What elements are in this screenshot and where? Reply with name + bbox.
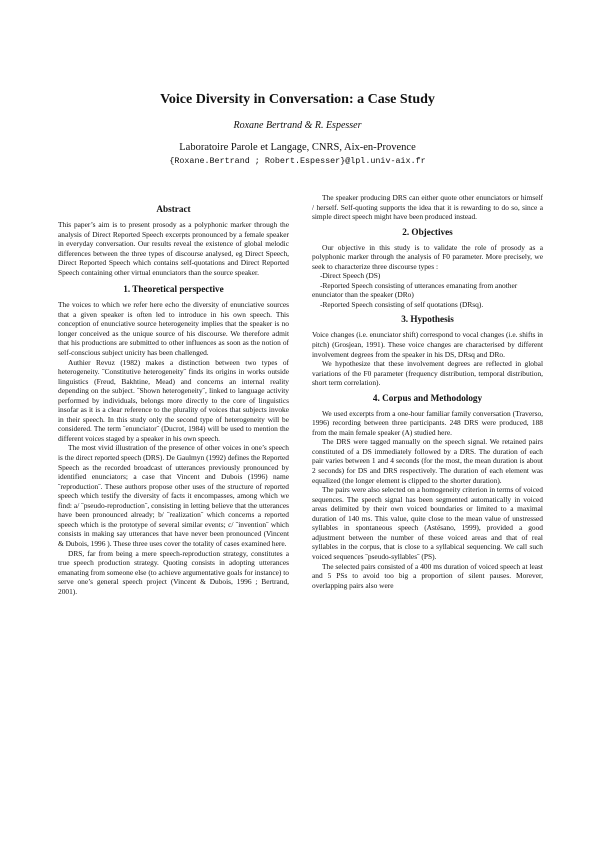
list-item: -Direct Speech (DS) bbox=[320, 271, 381, 281]
paper-title: Voice Diversity in Conversation: a Case Study bbox=[160, 92, 435, 107]
section-1-paragraph: The most vivid illustration of the presence of other voices in one’s speech is the direct reported speech (DRS). De Gaulmyn (1992) defines the Reported Speech as the recorded broadcast of utterances previously pronounced by identified enunciators; a case that Vincent and Dubois (1996) name ˝reproduction˝. These authors propose other uses of the structure of reported speech which testify the diversity of facts it encompasses, among which we find: a/ ˝pseudo-reproduction˝, consisting in letting believe that the utterances have been pronounced already; b/ ˝realization˝ which concerns a reported speech which is the prototype of several similar events; c/ ˝invention˝ which consists in making say utterances that have never been pronounced (Vincent & Dubois, 1996 ). These three uses cover the totality of cases examined here. bbox=[58, 443, 289, 548]
section-1-paragraph: The speaker producing DRS can either quote other enunciators or himself / herself. Self-quoting supports the idea that it is rewarding to do so, since a simple direct speech might have been produced instead. bbox=[312, 193, 543, 222]
paper-email: {Roxane.Bertrand ; Robert.Espesser}@lpl.univ-aix.fr bbox=[169, 156, 426, 166]
abstract-text: This paper’s aim is to present prosody as a polyphonic marker through the analysis of Direct Reported Speech excerpts pronounced by a female speaker in everyday conversation. Our results reveal the existence of global melodic differences between the three types of discourse analysed, eg Direct Speech, Direct Reported Speech which contains self-quotations and Direct Reported Speech containing other virtual enunciators than the source speaker. bbox=[58, 220, 289, 277]
list-item: -Reported Speech consisting of utterances emanating from another enunciator than the speaker (DRo) bbox=[312, 280, 518, 300]
section-3-paragraph: We hypothesize that these involvement degrees are reflected in global variations of the F0 parameter (frequency distribution, temporal distribution, short term correlation). bbox=[312, 359, 543, 388]
paper-affiliation: Laboratoire Parole et Langage, CNRS, Aix-en-Provence bbox=[179, 142, 416, 153]
list-item: -Reported Speech consisting of self quotations (DRsq). bbox=[320, 299, 484, 309]
section-4-paragraph: The pairs were also selected on a homogeneity criterion in terms of voiced sequences. The speech signal has been segmented automatically in voiced areas delimited by their own voiced boundaries or limited to a maximal duration of 140 ms. This value, quite close to the mean value of unstressed syllables in spontaneous speech (Astésano, 1999), provided a good adjustment between the number of these voiced areas and that of real syllables in the corpus, that is close to a syllabical sequencing. We call such voiced sequences ˝pseudo-syllables˝ (PS). bbox=[312, 485, 543, 561]
section-3-heading: 3. Hypothesis bbox=[401, 314, 454, 325]
left-column bbox=[58, 204, 289, 596]
section-1-paragraph: The voices to which we refer here echo the diversity of enunciative sources that a given speaker is often led to introduce in his own speech. This conception of enunciative source heterogeneity implies that the speaker is no longer conceived as the unique source of his discourse. We therefore admit that his productions are submitted to other influences as soon as the notion of self-conscious subject unicity has been challenged. bbox=[58, 300, 289, 358]
paper-authors: Roxane Bertrand & R. Espesser bbox=[233, 120, 362, 131]
section-4-paragraph: The selected pairs consisted of a 400 ms duration of voiced speech at least and 5 PSs to avoid too big a proportion of silent pauses. Morever, overlapping pairs also were bbox=[312, 561, 543, 590]
section-1-heading: 1. Theoretical perspective bbox=[123, 284, 224, 295]
section-1-paragraph: DRS, far from being a mere speech-reproduction strategy, constitutes a true speech production strategy. Quoting consists in adopting utterances emanating from someone else (to achieve argumentative goals for instance) to serve one’s general speech project (Vincent & Dubois, 1996 ; Bertrand, 2001). bbox=[58, 548, 289, 596]
section-2-heading: 2. Objectives bbox=[402, 226, 453, 237]
section-1-paragraph: Authier Revuz (1982) makes a distinction between two types of heterogeneity. ˝Constitutive heterogeneity˝ finds its origins in works outside linguistics (Freud, Bakhtine, Mead) and concerns an internal reality depending on the subject. ˝Shown heterogeneity˝, linked to language activity performed by individuals, belongs more directly to the core of linguistics insofar as it is a clear reference to the plurality of voices that subjects invoke in their speech. In this study only the second type of heterogeneity will be considered. The term ˝enunciator˝ (Ducrot, 1984) will be used to mention the different voices staged by a speaker in his own speech. bbox=[58, 357, 289, 443]
section-4-heading: 4. Corpus and Methodology bbox=[372, 392, 483, 403]
section-4-paragraph: We used excerpts from a one-hour familiar family conversation (Traverso, 1996) recording between three participants. 248 DRS were produced, 188 from the main female speaker (A) studied here. bbox=[312, 408, 543, 437]
right-column bbox=[312, 193, 543, 590]
section-4-paragraph: The DRS were tagged manually on the speech signal. We retained pairs constituted of a DS immediately followed by a DRS. The duration of each pair varies between 1 and 4 seconds (for the most, the mean duration is about 2 seconds) for DS and DRS respectively. The duration of each element was equalized (the longer element is clipped to the shorter duration). bbox=[312, 437, 543, 485]
section-3-paragraph: Voice changes (i.e. enunciator shift) correspond to vocal changes (i.e. shifts in pitch) (Grosjean, 1991). These voice changes are characterised by different involvement degrees from the speaker in his DS, DRsq and DRo. bbox=[312, 330, 543, 359]
abstract-heading: Abstract bbox=[156, 204, 191, 214]
section-2-paragraph: Our objective in this study is to validate the role of prosody as a polyphonic marker through the analysis of F0 parameter. More precisely, we seek to characterize three discourse types : bbox=[312, 242, 543, 271]
